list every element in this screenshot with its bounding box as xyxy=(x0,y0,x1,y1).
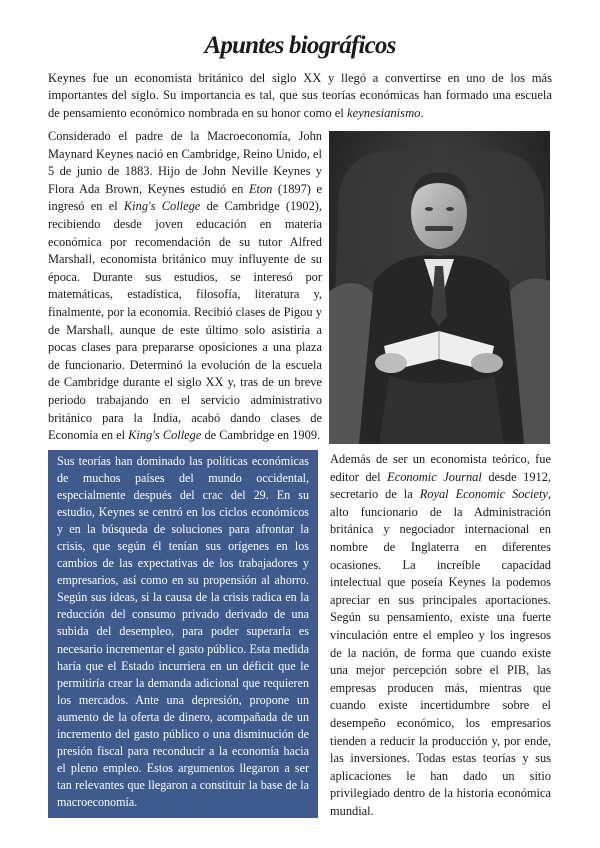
bio-text-4: de Cambridge en 1909. xyxy=(201,428,321,443)
bio-kings-college-2: King's College xyxy=(128,428,202,443)
biography-left-column xyxy=(48,128,322,445)
intro-paragraph xyxy=(48,70,552,122)
right-text-3: , alto funcionario de la Administración británica y negociador internacional en nombre de Inglaterra en diferentes ocasiones. La increíble capacidad intelectual que poseía Keynes la podemos apreciar en sus principales aportaciones. Según su pensamiento, existe una fuerte vinculación entre el empleo y los ingresos de la nación, de forma que cuando existe una mejor percepción sobre el PIB, las empresas producen más, mientras que cuando existe incertidumbre sobre el desempeño económico, los empresarios tienden a reducir la producción y, por ende, las inversiones. Todas estas teorías y sus aplicaciones le han dado un sitio privilegiado dentro de la historia económica mundial. xyxy=(330,487,551,818)
intro-keyword: keynesianismo xyxy=(347,105,421,120)
bio-kings-college: King's College xyxy=(123,199,201,214)
right-royal-society: Royal Economic Society xyxy=(419,487,548,502)
page-title: Apuntes biográficos xyxy=(204,32,396,59)
intro-text: Keynes fue un economista británico del siglo XX y llegó a convertirse en uno de los más importantes del siglo. Su importancia es tal, que sus teorías económicas han formado una escuela de pensamiento económico nombrada en su honor como el xyxy=(48,71,552,120)
intro-end: . xyxy=(420,105,424,120)
portrait-illustration xyxy=(329,131,550,444)
highlight-box xyxy=(48,450,318,818)
bio-eton: Eton xyxy=(248,181,273,196)
bio-text-3: de Cambridge (1902), recibiendo desde joven educación en materia económica por recomendación de su tutor Alfred Marshall, economista británico muy influyente de su época. Durante sus estudios, se interesó por matemáticas, estadística, filosofía, literatura y, finalmente, por la economía. Recibió clases de Pigou y de Marshall, aunque de este último solo asistiría a pocas clases para prepararse oposiciones a una plaza de funcionario. Determinó la evolución de la escuela de Cambridge durante el siglo XX y, tras de un breve periodo trabajando en el servicio administrativo británico para la India, acabó dando clases de Economía en el xyxy=(48,199,322,443)
right-text-2: desde 1912, secretario de la xyxy=(330,469,552,502)
right-text-1: Además de ser un economista teórico, fue editor del xyxy=(330,452,551,484)
bio-text-1: Considerado el padre de la Macroeconomía, John Maynard Keynes nació en Cambridge, Reino Unido, el 5 de junio de 1883. Hijo de John Neville Keynes y Flora Ada Brown, Keynes estudió en xyxy=(48,129,322,196)
bio-text-2: (1897) e ingresó en el xyxy=(48,181,322,214)
portrait-photo xyxy=(329,131,550,444)
right-economic-journal: Economic Journal xyxy=(387,469,482,484)
highlight-text: Sus teorías han dominado las políticas económicas de muchos países del mundo occidental, especialmente después del crac del 29. En su estudio, Keynes se centró en los ciclos económicos y en la búsqueda de soluciones para afrontar la crisis, que según él tenían sus orígenes en los cambios de las expectativas de los trabajadores y empresarios, así como en su propensión al ahorro. Según sus ideas, si la causa de la crisis radica en la reducción del consumo privado derivado de una subida del desempleo, para poder superarla es necesario incrementar el gasto público. Esta medida haría que el Estado incurriera en un déficit que le permitiría crear la demanda adicional que requieren los mercados. Ante una depresión, propone un aumento de la oferta de dinero, acompañada de un incremento del gasto público o una disminución de presión fiscal para reconducir a la economía hacia el pleno empleo. Estos argumentos llegaron a ser tan relevantes que llegaron a constituir la base de la macroeconomía. xyxy=(57,454,309,809)
biography-right-column xyxy=(330,451,551,820)
